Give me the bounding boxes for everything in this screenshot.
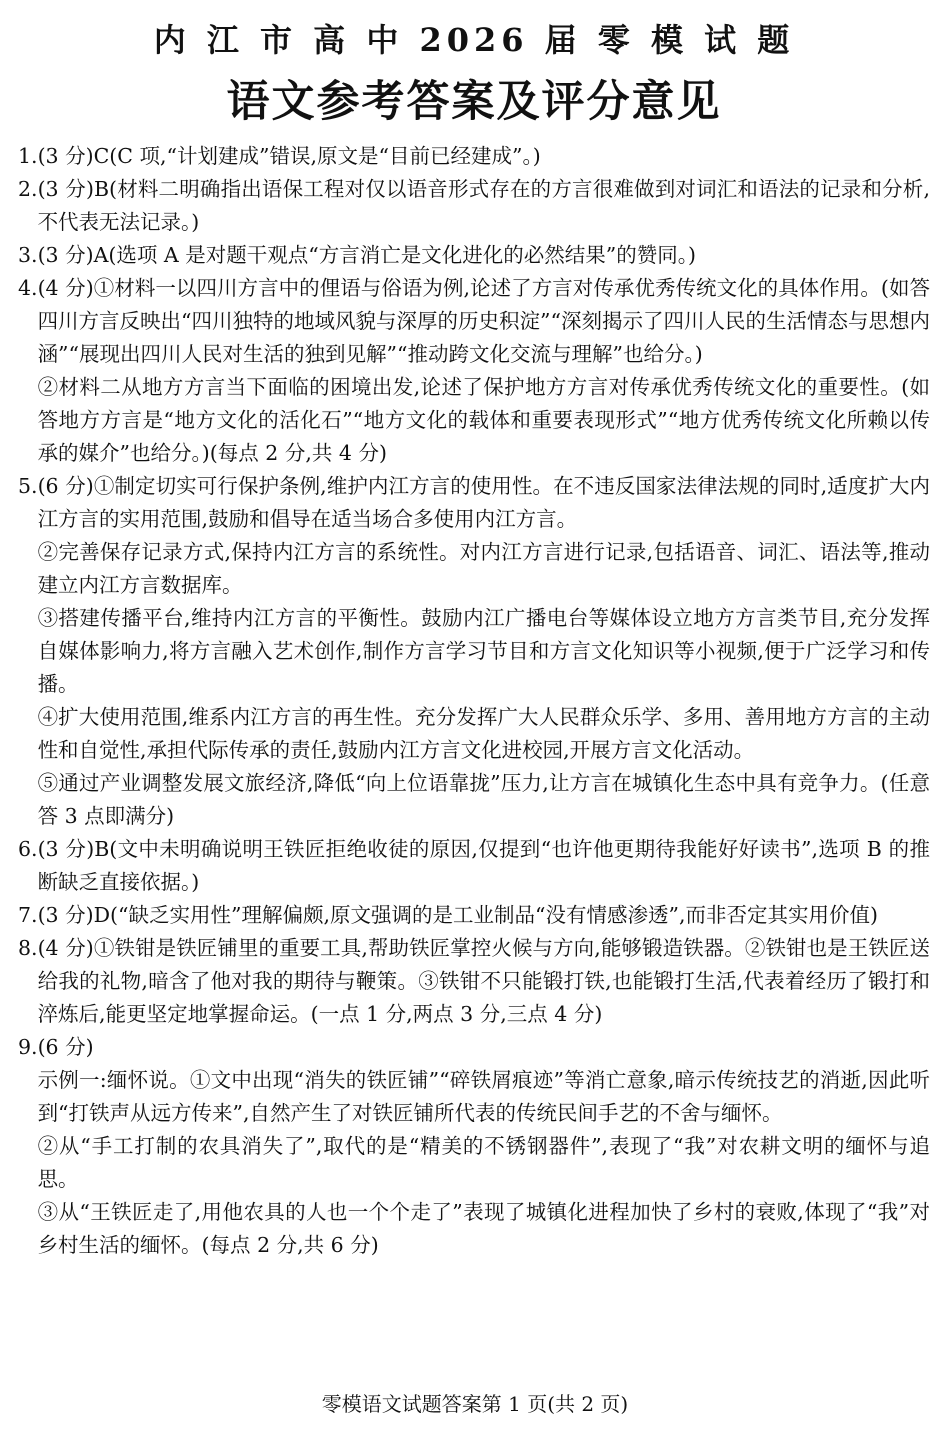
- answer-paragraph: ③从“王铁匠走了,用他农具的人也一个个走了”表现了城镇化进程加快了乡村的衰败,体现了“我”对乡村生活的缅怀。(每点 2 分,共 6 分): [37, 1200, 930, 1257]
- answer-body: [38, 470, 930, 833]
- answer-item: [18, 470, 930, 833]
- answer-paragraph: ⑤通过产业调整发展文旅经济,降低“向上位语靠拢”压力,让方言在城镇化生态中具有竞争力。(任意答 3 点即满分): [37, 771, 930, 828]
- answer-title: 语文参考答案及评分意见: [226, 77, 722, 127]
- answer-item: [18, 239, 930, 272]
- answer-item: [18, 173, 930, 239]
- answer-body: [38, 833, 930, 899]
- answer-item: [18, 272, 930, 470]
- answer-paragraph: ②完善保存记录方式,保持内江方言的系统性。对内江方言进行记录,包括语音、词汇、语法等,推动建立内江方言数据库。: [37, 540, 930, 597]
- answer-paragraph: (3 分)B(材料二明确指出语保工程对仅以语音形式存在的方言很难做到对词汇和语法的记录和分析,不代表无法记录。): [37, 177, 930, 234]
- answer-paragraph: (3 分)A(选项 A 是对题干观点“方言消亡是文化进化的必然结果”的赞同。): [37, 243, 696, 267]
- page-footer: 零模语文试题答案第 1 页(共 2 页): [321, 1392, 629, 1416]
- answer-number: 7.: [18, 903, 38, 927]
- answer-number: 8.: [18, 936, 38, 960]
- answer-body: [38, 899, 930, 932]
- answer-paragraph: ③搭建传播平台,维持内江方言的平衡性。鼓励内江广播电台等媒体设立地方方言类节目,充分发挥自媒体影响力,将方言融入艺术创作,制作方言学习节目和方言文化知识等小视频,便于广泛学习和传播。: [37, 606, 930, 696]
- answer-paragraph: (4 分)①铁钳是铁匠铺里的重要工具,帮助铁匠掌控火候与方向,能够锻造铁器。②铁钳也是王铁匠送给我的礼物,暗含了他对我的期待与鞭策。③铁钳不只能锻打铁,也能锻打生活,代表着经历了锻打和淬炼后,能更坚定地掌握命运。(一点 1 分,两点 3 分,三点 4 分): [37, 936, 930, 1026]
- answer-paragraph: (6 分): [37, 1035, 94, 1059]
- answer-paragraph: (6 分)①制定切实可行保护条例,维护内江方言的使用性。在不违反国家法律法规的同时,适度扩大内江方言的实用范围,鼓励和倡导在适当场合多使用内江方言。: [37, 474, 930, 531]
- answer-paragraph: 示例一:缅怀说。①文中出现“消失的铁匠铺”“碎铁屑痕迹”等消亡意象,暗示传统技艺的消逝,因此听到“打铁声从远方传来”,自然产生了对铁匠铺所代表的传统民间手艺的不舍与缅怀。: [37, 1068, 930, 1125]
- answer-number: 2.: [18, 177, 38, 201]
- answer-body: [38, 140, 930, 173]
- answer-body: [38, 173, 930, 239]
- answer-item: [18, 833, 930, 899]
- answer-number: 5.: [18, 474, 38, 498]
- answer-number: 1.: [18, 144, 38, 168]
- answer-paragraph: (4 分)①材料一以四川方言中的俚语与俗语为例,论述了方言对传承优秀传统文化的具体作用。(如答四川方言反映出“四川独特的地域风貌与深厚的历史积淀”“深刻揭示了四川人民的生活情态与思想内涵”“展现出四川人民对生活的独到见解”“推动跨文化交流与理解”也给分。): [37, 276, 931, 366]
- exam-title: 内 江 市 高 中 2026 届 零 模 试 题: [153, 21, 795, 59]
- answer-body: [38, 272, 930, 470]
- answer-number: 3.: [18, 243, 38, 267]
- answer-number: 6.: [18, 837, 38, 861]
- answer-paragraph: ②材料二从地方方言当下面临的困境出发,论述了保护地方方言对传承优秀传统文化的重要性。(如答地方方言是“地方文化的活化石”“地方文化的载体和重要表现形式”“地方优秀传统文化所赖以传承的媒介”也给分。)(每点 2 分,共 4 分): [37, 375, 930, 465]
- answer-body: [38, 1031, 930, 1262]
- answer-list: [18, 140, 930, 1262]
- answer-item: [18, 932, 930, 1031]
- answer-body: [38, 932, 930, 1031]
- answer-item: [18, 899, 930, 932]
- answer-paragraph: ④扩大使用范围,维系内江方言的再生性。充分发挥广大人民群众乐学、多用、善用地方方言的主动性和自觉性,承担代际传承的责任,鼓励内江方言文化进校园,开展方言文化活动。: [37, 705, 930, 762]
- answer-paragraph: (3 分)C(C 项,“计划建成”错误,原文是“目前已经建成”。): [37, 144, 541, 168]
- answer-paragraph: (3 分)D(“缺乏实用性”理解偏颇,原文强调的是工业制品“没有情感渗透”,而非否定其实用价值): [37, 903, 879, 927]
- answer-number: 9.: [18, 1035, 38, 1059]
- answer-paragraph: ②从“手工打制的农具消失了”,取代的是“精美的不锈钢器件”,表现了“我”对农耕文明的缅怀与追思。: [37, 1134, 930, 1191]
- answer-body: [38, 239, 930, 272]
- answer-item: [18, 140, 930, 173]
- answer-number: 4.: [18, 276, 38, 300]
- answer-item: [18, 1031, 930, 1262]
- answer-paragraph: (3 分)B(文中未明确说明王铁匠拒绝收徒的原因,仅提到“也许他更期待我能好好读书”,选项 B 的推断缺乏直接依据。): [37, 837, 930, 894]
